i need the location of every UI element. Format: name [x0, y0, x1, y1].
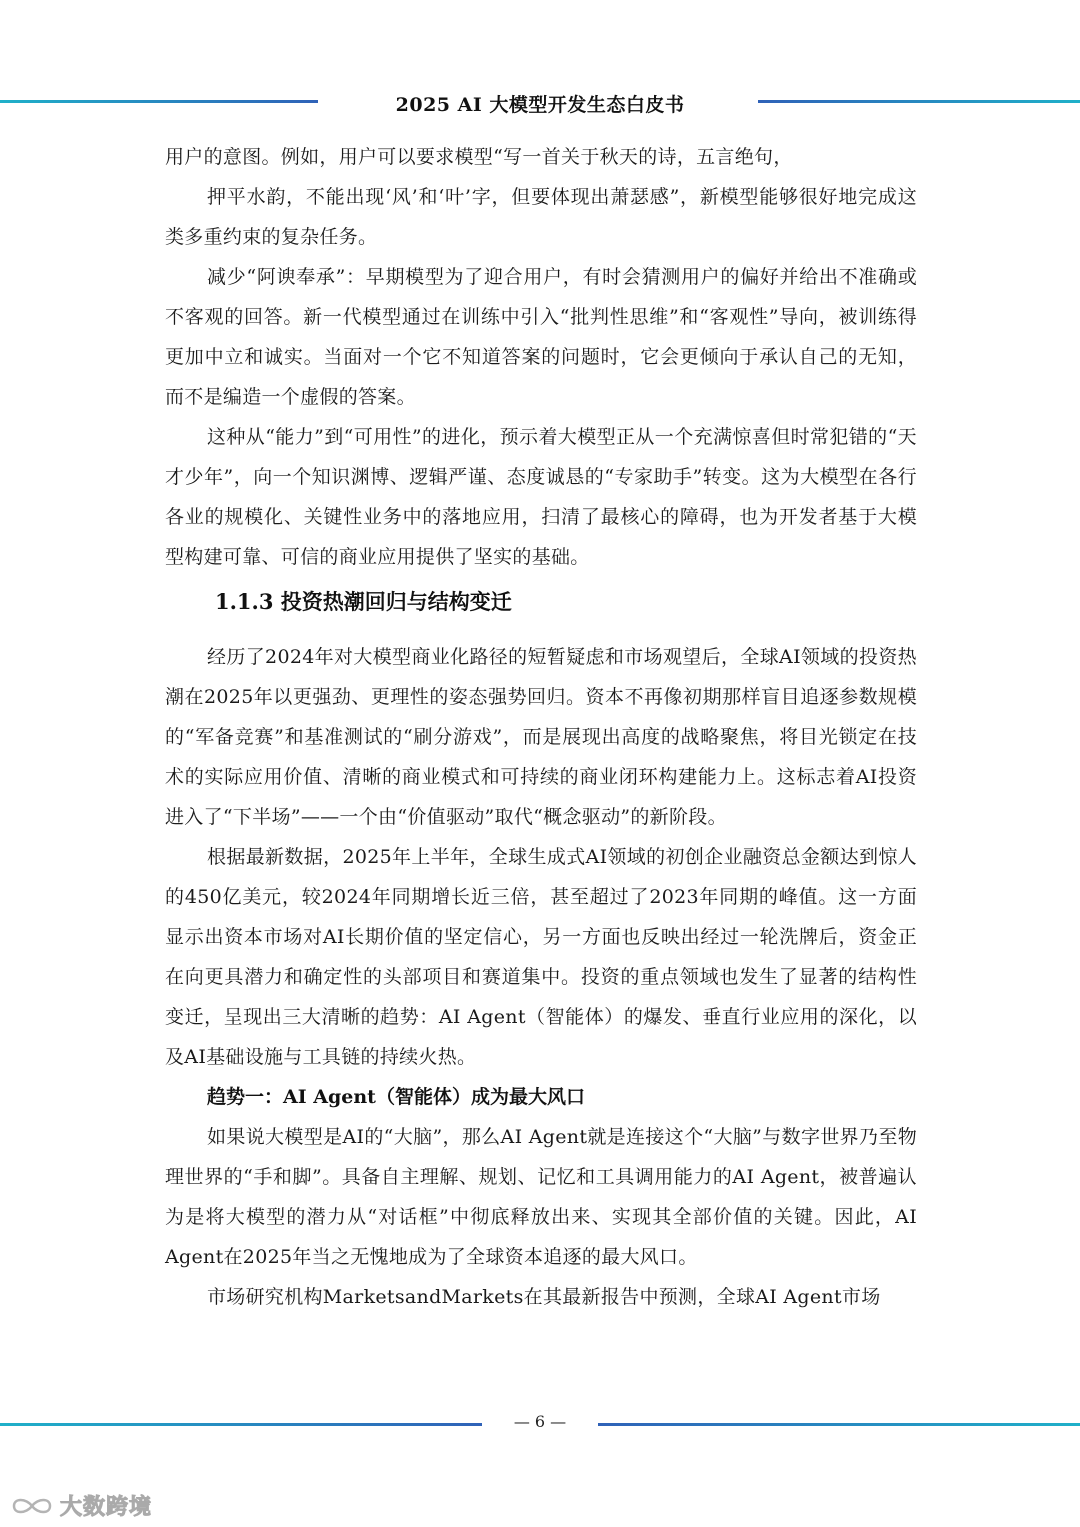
- section-heading: 1.1.3 投资热潮回归与结构变迁: [215, 589, 512, 614]
- page-number: — 6 —: [513, 1412, 567, 1431]
- paragraph: 市场研究机构MarketsandMarkets在其最新报告中预测，全球AI Agent市场: [207, 1286, 881, 1308]
- watermark-text: 大数跨境: [60, 1495, 153, 1520]
- trend-heading: 趋势一：AI Agent（智能体）成为最大风口: [207, 1086, 585, 1108]
- paragraph: 根据最新数据，2025年上半年，全球生成式AI领域的初创企业融资总金额达到惊人的450亿美元，较2024年同期增长近三倍，甚至超过了2023年同期的峰值。这一方面显示出资本市场对AI长期价值的坚定信心，另一方面也反映出经过一轮洗牌后，资金正在向更具潜力和确定性的头部项目和赛道集中。投资的重点领域也发生了显著的结构性变迁，呈现出三大清晰的趋势：AI Agent（智能体）的爆发、垂直行业应用的深化，以及AI基础设施与工具链的持续火热。: [165, 846, 917, 1068]
- paragraph: 经历了2024年对大模型商业化路径的短暂疑虑和市场观望后，全球AI领域的投资热潮在2025年以更强劲、更理性的姿态强势回归。资本不再像初期那样盲目追逐参数规模的“军备竞赛”和基准测试的“刷分游戏”，而是展现出高度的战略聚焦，将目光锁定在技术的实际应用价值、清晰的商业模式和可持续的商业闭环构建能力上。这标志着AI投资进入了“下半场”——一个由“价值驱动”取代“概念驱动”的新阶段。: [165, 646, 917, 828]
- page-body: [165, 137, 917, 1317]
- paragraph: 减少“阿谀奉承”：早期模型为了迎合用户，有时会猜测用户的偏好并给出不准确或不客观的回答。新一代模型通过在训练中引入“批判性思维”和“客观性”导向，被训练得更加中立和诚实。当面对一个它不知道答案的问题时，它会更倾向于承认自己的无知，而不是编造一个虚假的答案。: [165, 266, 917, 408]
- document-title: 2025 AI 大模型开发生态白皮书: [395, 94, 685, 116]
- paragraph: 这种从“能力”到“可用性”的进化，预示着大模型正从一个充满惊喜但时常犯错的“天才少年”，向一个知识渊博、逻辑严谨、态度诚恳的“专家助手”转变。这为大模型在各行各业的规模化、关键性业务中的落地应用，扫清了最核心的障碍，也为开发者基于大模型构建可靠、可信的商业应用提供了坚实的基础。: [165, 426, 917, 568]
- paragraph: 如果说大模型是AI的“大脑”，那么AI Agent就是连接这个“大脑”与数字世界乃至物理世界的“手和脚”。具备自主理解、规划、记忆和工具调用能力的AI Agent，被普遍认为是将大模型的潜力从“对话框”中彻底释放出来、实现其全部价值的关键。因此，AI Agent在2025年当之无愧地成为了全球资本追逐的最大风口。: [165, 1126, 917, 1268]
- header-rule-right: [758, 100, 1080, 103]
- footer-rule-right: [598, 1423, 1080, 1426]
- paragraph: 押平水韵，不能出现‘风’和‘叶’字，但要体现出萧瑟感”，新模型能够很好地完成这类多重约束的复杂任务。: [165, 186, 917, 248]
- footer-rule-left: [0, 1423, 482, 1426]
- watermark: [10, 1490, 152, 1521]
- paragraph: 用户的意图。例如，用户可以要求模型“写一首关于秋天的诗，五言绝句，: [165, 146, 793, 168]
- infinity-logo-icon: [10, 1493, 54, 1519]
- header-rule-left: [0, 100, 318, 103]
